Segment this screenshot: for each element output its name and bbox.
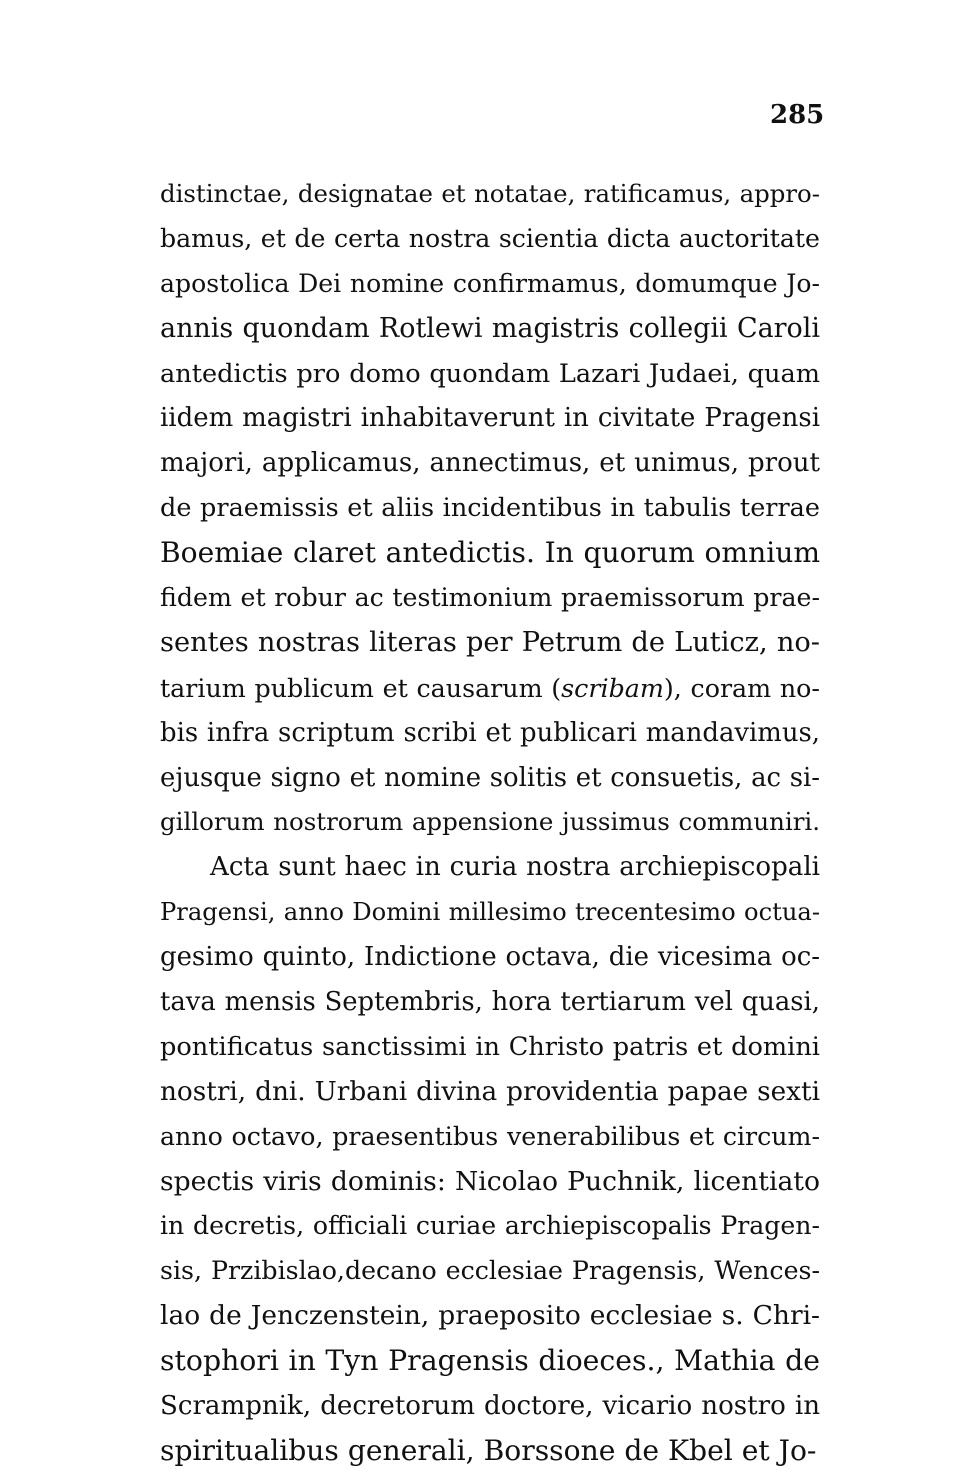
page-number: 285 — [770, 100, 825, 130]
text-line: spiritualibus generali, Borssone de Kbel et Jo- — [160, 1433, 817, 1467]
italic-text-segment: scribam — [561, 672, 664, 703]
text-line: in decretis, officiali curiae archiepiscopalis Pragen- — [160, 1211, 820, 1241]
text-line: pontificatus sanctissimi in Christo patris et domini — [160, 1031, 820, 1062]
text-line: Scrampnik, decretorum doctore, vicario nostro in — [160, 1391, 820, 1422]
text-line: de praemissis et aliis incidentibus in tabulis terrae — [160, 493, 820, 524]
text-line: apostolica Dei nomine confirmamus, domumque Jo- — [160, 268, 820, 298]
text-segment: ), coram no- — [663, 672, 820, 703]
text-line: Pragensi, anno Domini millesimo trecentesimo octua- — [160, 898, 820, 927]
text-segment: tarium publicum et causarum ( — [160, 672, 562, 703]
text-line: spectis viris dominis: Nicolao Puchnik, licentiato — [160, 1165, 820, 1197]
text-line — [160, 666, 820, 711]
text-line: tava mensis Septembris, hora tertiarum vel quasi, — [160, 987, 820, 1018]
text-line: distinctae, designatae et notatae, ratificamus, appro- — [160, 179, 820, 208]
text-line: gillorum nostrorum appensione jussimus communiri. — [160, 807, 820, 837]
text-line: ejusque signo et nomine solitis et consuetis, ac si- — [160, 762, 820, 793]
text-line: stophori in Tyn Pragensis dioeces., Mathia de — [160, 1344, 820, 1378]
text-line: iidem magistri inhabitaverunt in civitate Pragensi — [160, 403, 820, 434]
paragraph-start-line: Acta sunt haec in curia nostra archiepiscopali — [210, 852, 820, 883]
text-line: lao de Jenczenstein, praeposito ecclesiae s. Chri- — [160, 1300, 820, 1332]
text-line: majori, applicamus, annectimus, et unimus, prout — [160, 448, 820, 479]
text-line: bamus, et de certa nostra scientia dicta auctoritate — [160, 223, 820, 253]
text-line: nostri, dni. Urbani divina providentia papae sexti — [160, 1076, 820, 1107]
text-line: annis quondam Rotlewi magistris collegii Caroli — [160, 312, 820, 344]
text-line: bis infra scriptum scribi et publicari mandavimus, — [160, 717, 820, 748]
text-line: fidem et robur ac testimonium praemissorum prae- — [160, 583, 820, 613]
text-line: antedictis pro domo quondam Lazari Judaei, quam — [160, 358, 820, 389]
text-line: anno octavo, praesentibus venerabilibus et circum- — [160, 1121, 820, 1151]
text-line: Boemiae claret antedictis. In quorum omnium — [160, 536, 820, 570]
body-text — [160, 172, 820, 1474]
text-line: gesimo quinto, Indictione octava, die vicesima oc- — [160, 942, 820, 973]
text-line: sentes nostras literas per Petrum de Luticz, no- — [160, 626, 820, 658]
text-line: sis, Przibislao,decano ecclesiae Pragensis, Wences- — [160, 1256, 820, 1286]
